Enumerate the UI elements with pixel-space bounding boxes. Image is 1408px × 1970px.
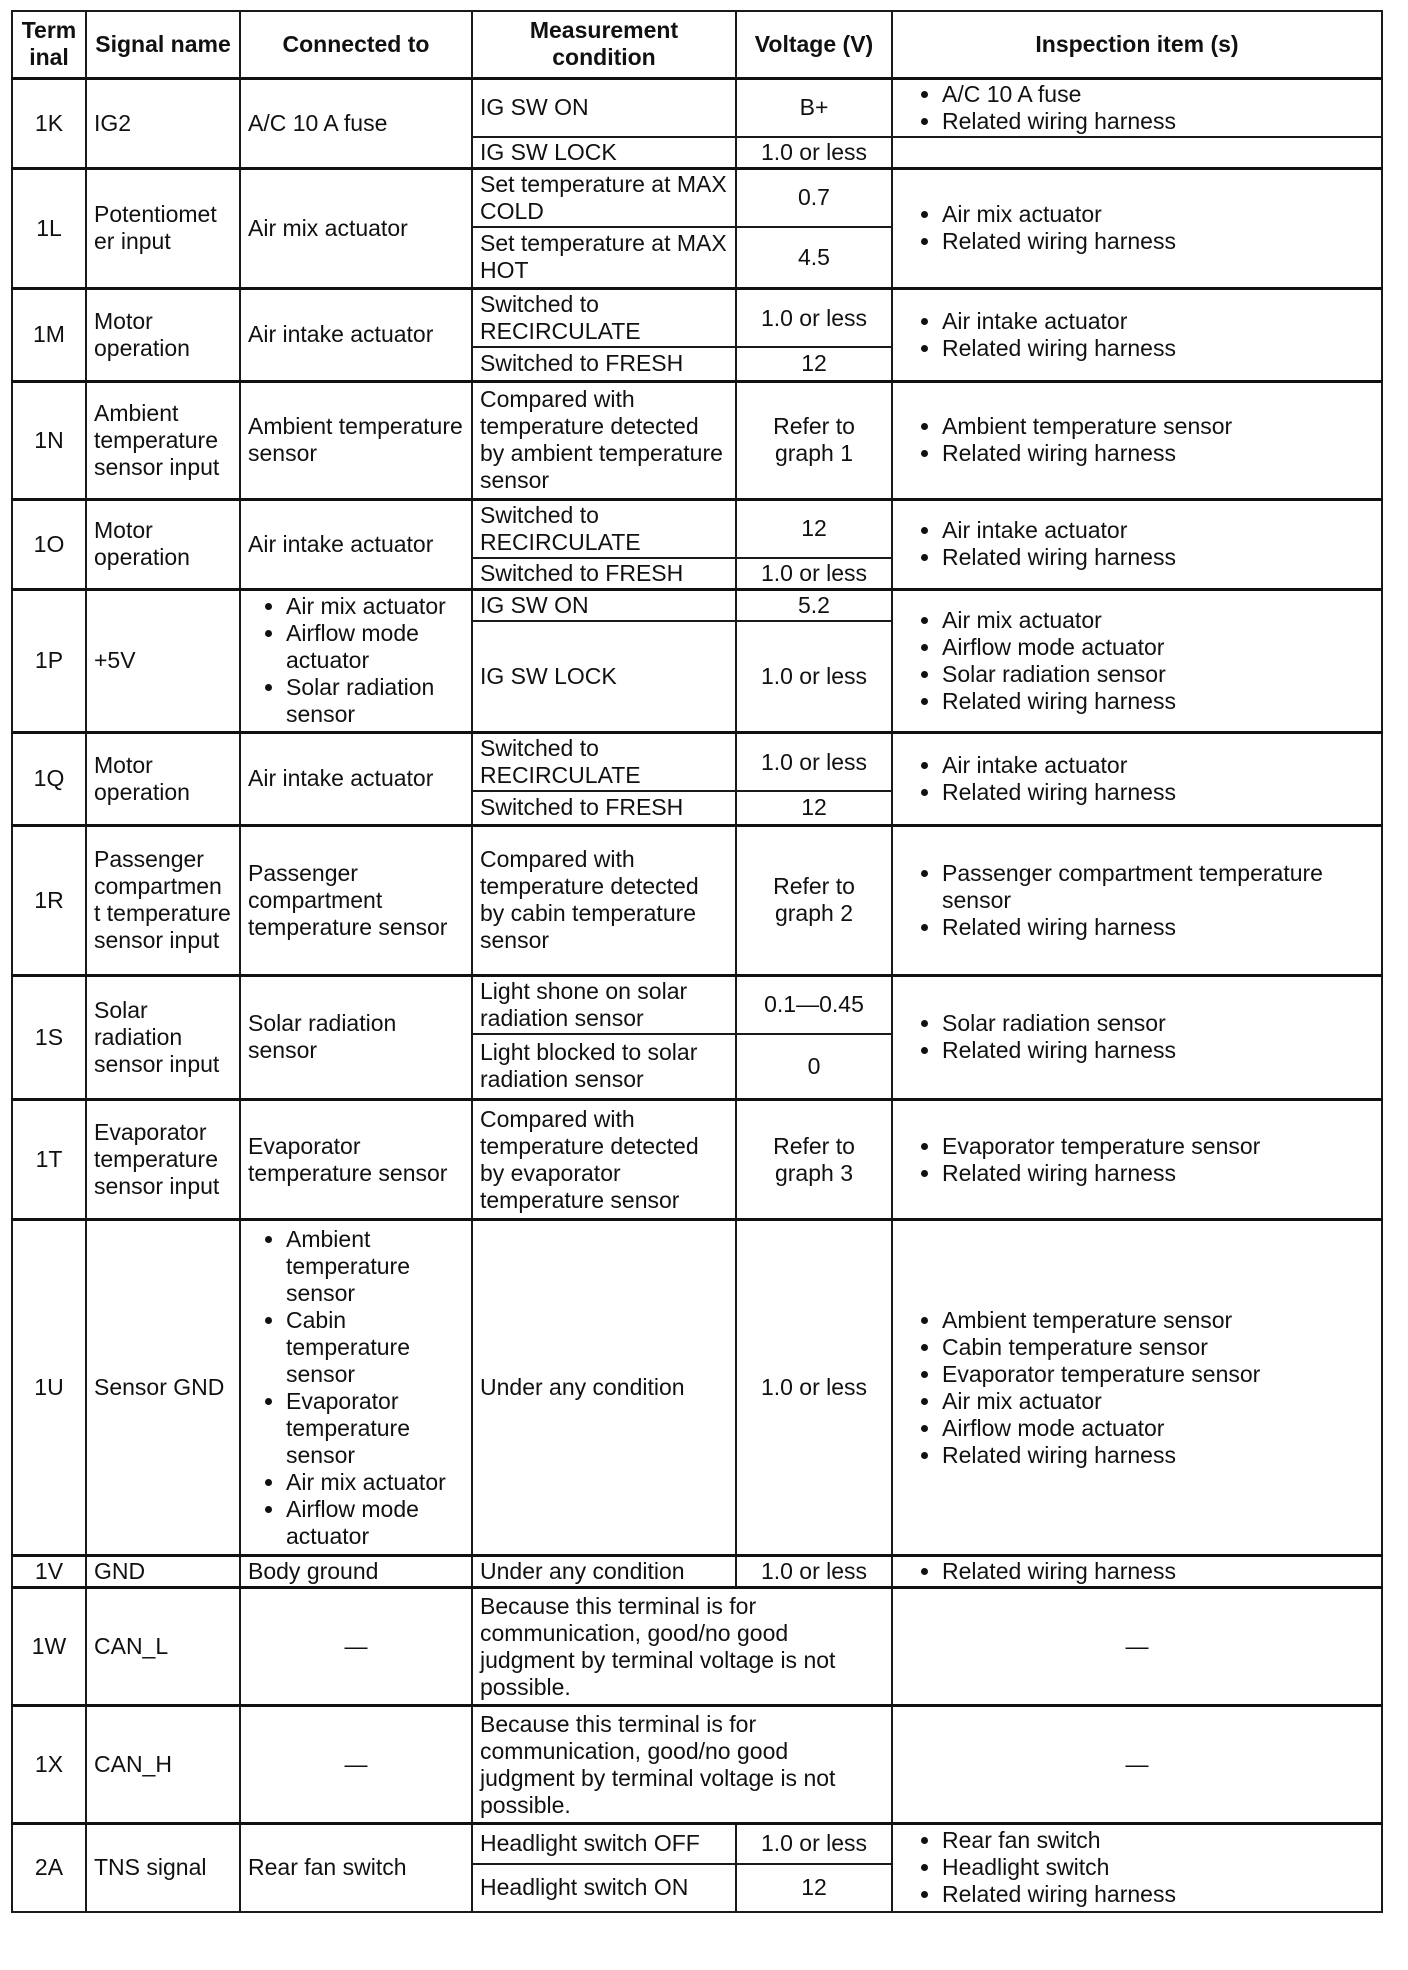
inspection-list <box>900 308 1374 362</box>
measurement-condition-cell: Switched to RECIRCULATE <box>472 499 736 558</box>
connected-to-cell <box>240 589 472 733</box>
table-row <box>12 1706 1382 1824</box>
inspection-item: • Airflow mode actuator <box>942 1415 1374 1442</box>
table-row <box>12 168 1382 227</box>
voltage-cell: 1.0 or less <box>736 621 892 733</box>
header-inspection-items: Inspection item (s) <box>892 11 1382 78</box>
terminal-cell: 1V <box>12 1556 86 1588</box>
inspection-item: • Related wiring harness <box>942 440 1374 467</box>
inspection-item: • Related wiring harness <box>942 1442 1374 1469</box>
terminal-cell: 1R <box>12 825 86 975</box>
connected-to-cell: Rear fan switch <box>240 1824 472 1912</box>
inspection-items-cell <box>892 78 1382 137</box>
connected-to-item: • Air mix actuator <box>286 593 464 620</box>
connected-to-list <box>248 1226 464 1550</box>
inspection-list <box>900 1827 1374 1908</box>
terminal-inspection-table-container <box>11 10 1381 1913</box>
measurement-condition-cell: Light blocked to solar radiation sensor <box>472 1034 736 1100</box>
connected-to-item: • Ambient temperature sensor <box>286 1226 464 1307</box>
inspection-item: • Solar radiation sensor <box>942 661 1374 688</box>
inspection-items-cell <box>892 825 1382 975</box>
measurement-condition-cell: IG SW LOCK <box>472 621 736 733</box>
signal-name-cell: +5V <box>86 589 240 733</box>
measurement-condition-cell: Switched to RECIRCULATE <box>472 289 736 348</box>
voltage-cell: B+ <box>736 78 892 137</box>
voltage-cell: 0.1—0.45 <box>736 975 892 1034</box>
signal-name-cell: Motor operation <box>86 499 240 589</box>
inspection-items-cell: — <box>892 1588 1382 1706</box>
inspection-item: • Evaporator temperature sensor <box>942 1361 1374 1388</box>
signal-name-cell: Sensor GND <box>86 1220 240 1556</box>
connected-to-cell: Air intake actuator <box>240 733 472 826</box>
table-row <box>12 499 1382 558</box>
header-voltage: Voltage (V) <box>736 11 892 78</box>
connected-to-item: • Evaporator temperature sensor <box>286 1388 464 1469</box>
measurement-condition-cell: IG SW ON <box>472 589 736 621</box>
terminal-cell: 1Q <box>12 733 86 826</box>
inspection-list <box>900 860 1374 941</box>
inspection-item: • Airflow mode actuator <box>942 634 1374 661</box>
voltage-cell: 1.0 or less <box>736 1824 892 1864</box>
signal-name-cell: GND <box>86 1556 240 1588</box>
table-row <box>12 1100 1382 1220</box>
voltage-cell: Refer to graph 2 <box>736 825 892 975</box>
measurement-condition-cell: Switched to FRESH <box>472 558 736 590</box>
signal-name-cell: CAN_L <box>86 1588 240 1706</box>
connected-to-cell <box>240 1220 472 1556</box>
inspection-item: • Air intake actuator <box>942 517 1374 544</box>
measurement-condition-cell: Compared with temperature detected by cabin temperature sensor <box>472 825 736 975</box>
inspection-item: • Passenger compartment temperature sensor <box>942 860 1374 914</box>
voltage-cell: Refer to graph 3 <box>736 1100 892 1220</box>
table-row <box>12 825 1382 975</box>
terminal-cell: 1T <box>12 1100 86 1220</box>
inspection-item: • Related wiring harness <box>942 335 1374 362</box>
terminal-cell: 1M <box>12 289 86 382</box>
terminal-cell: 1S <box>12 975 86 1100</box>
inspection-item: • Related wiring harness <box>942 779 1374 806</box>
signal-name-cell: Solar radiation sensor input <box>86 975 240 1100</box>
voltage-cell: 0 <box>736 1034 892 1100</box>
voltage-cell: 1.0 or less <box>736 289 892 348</box>
connected-to-item: • Airflow mode actuator <box>286 620 464 674</box>
inspection-item: • Rear fan switch <box>942 1827 1374 1854</box>
signal-name-cell: IG2 <box>86 78 240 168</box>
inspection-item: • Related wiring harness <box>942 544 1374 571</box>
voltage-cell: 12 <box>736 791 892 825</box>
connected-to-cell: Air mix actuator <box>240 168 472 289</box>
terminal-cell: 1K <box>12 78 86 168</box>
voltage-cell: 5.2 <box>736 589 892 621</box>
table-row <box>12 1824 1382 1864</box>
voltage-cell: 1.0 or less <box>736 1556 892 1588</box>
header-signal-name: Signal name <box>86 11 240 78</box>
inspection-items-cell <box>892 137 1382 169</box>
connected-to-cell: Body ground <box>240 1556 472 1588</box>
connected-to-cell: — <box>240 1706 472 1824</box>
inspection-item: • Related wiring harness <box>942 914 1374 941</box>
measurement-condition-cell: Under any condition <box>472 1556 736 1588</box>
inspection-list <box>900 1558 1374 1585</box>
measurement-condition-cell: Compared with temperature detected by evaporator temperature sensor <box>472 1100 736 1220</box>
inspection-item: • Ambient temperature sensor <box>942 1307 1374 1334</box>
connected-to-cell: Ambient temperature sensor <box>240 381 472 499</box>
table-row <box>12 78 1382 137</box>
connected-to-list <box>248 593 464 728</box>
measurement-condition-cell: Switched to FRESH <box>472 791 736 825</box>
terminal-cell: 1X <box>12 1706 86 1824</box>
connected-to-cell: Air intake actuator <box>240 289 472 382</box>
table-row <box>12 1220 1382 1556</box>
voltage-cell: 12 <box>736 1864 892 1912</box>
inspection-items-cell <box>892 1556 1382 1588</box>
table-row <box>12 381 1382 499</box>
signal-name-cell: TNS signal <box>86 1824 240 1912</box>
inspection-item: • Related wiring harness <box>942 1881 1374 1908</box>
terminal-cell: 2A <box>12 1824 86 1912</box>
table-row <box>12 1556 1382 1588</box>
inspection-item: • Related wiring harness <box>942 228 1374 255</box>
table-row <box>12 289 1382 348</box>
inspection-list <box>900 752 1374 806</box>
signal-name-cell: CAN_H <box>86 1706 240 1824</box>
inspection-items-cell <box>892 1220 1382 1556</box>
terminal-cell: 1L <box>12 168 86 289</box>
measurement-condition-cell: Because this terminal is for communication, good/no good judgment by terminal voltage is not possible. <box>472 1588 892 1706</box>
signal-name-cell: Ambient temperature sensor input <box>86 381 240 499</box>
header-row <box>12 11 1382 78</box>
inspection-items-cell: — <box>892 1706 1382 1824</box>
terminal-cell: 1N <box>12 381 86 499</box>
inspection-items-cell <box>892 168 1382 289</box>
measurement-condition-cell: Under any condition <box>472 1220 736 1556</box>
measurement-condition-cell: Headlight switch ON <box>472 1864 736 1912</box>
voltage-cell: 4.5 <box>736 227 892 289</box>
signal-name-cell: Passenger compartmen t temperature sensor input <box>86 825 240 975</box>
header-terminal: Term inal <box>12 11 86 78</box>
table-row <box>12 589 1382 621</box>
voltage-cell: 1.0 or less <box>736 137 892 169</box>
inspection-item: • Air mix actuator <box>942 607 1374 634</box>
measurement-condition-cell: Light shone on solar radiation sensor <box>472 975 736 1034</box>
header-connected-to: Connected to <box>240 11 472 78</box>
measurement-condition-cell: Set temperature at MAX HOT <box>472 227 736 289</box>
measurement-condition-cell: IG SW ON <box>472 78 736 137</box>
connected-to-cell: A/C 10 A fuse <box>240 78 472 168</box>
voltage-cell: 12 <box>736 499 892 558</box>
signal-name-cell: Motor operation <box>86 289 240 382</box>
measurement-condition-cell: Switched to FRESH <box>472 347 736 381</box>
inspection-list <box>900 81 1374 135</box>
terminal-cell: 1O <box>12 499 86 589</box>
inspection-item: • Related wiring harness <box>942 1558 1374 1585</box>
inspection-item: • Air mix actuator <box>942 201 1374 228</box>
voltage-cell: Refer to graph 1 <box>736 381 892 499</box>
inspection-list <box>900 1307 1374 1469</box>
connected-to-cell: Passenger compartment temperature sensor <box>240 825 472 975</box>
inspection-items-cell <box>892 381 1382 499</box>
terminal-cell: 1P <box>12 589 86 733</box>
inspection-item: • Related wiring harness <box>942 1160 1374 1187</box>
table-row <box>12 1588 1382 1706</box>
inspection-list <box>900 1010 1374 1064</box>
inspection-items-cell <box>892 975 1382 1100</box>
inspection-item: • Related wiring harness <box>942 108 1374 135</box>
measurement-condition-cell: IG SW LOCK <box>472 137 736 169</box>
inspection-item: • Solar radiation sensor <box>942 1010 1374 1037</box>
table-row <box>12 975 1382 1034</box>
inspection-list <box>900 517 1374 571</box>
measurement-condition-cell: Headlight switch OFF <box>472 1824 736 1864</box>
inspection-items-cell <box>892 1100 1382 1220</box>
inspection-item: • Air intake actuator <box>942 308 1374 335</box>
inspection-items-cell <box>892 499 1382 589</box>
inspection-items-cell <box>892 733 1382 826</box>
voltage-cell: 1.0 or less <box>736 1220 892 1556</box>
table-body <box>12 78 1382 1912</box>
inspection-items-cell <box>892 1824 1382 1912</box>
connected-to-cell: — <box>240 1588 472 1706</box>
voltage-cell: 0.7 <box>736 168 892 227</box>
inspection-list <box>900 413 1374 467</box>
inspection-item: • A/C 10 A fuse <box>942 81 1374 108</box>
inspection-item: • Evaporator temperature sensor <box>942 1133 1374 1160</box>
inspection-items-cell <box>892 289 1382 382</box>
connected-to-cell: Air intake actuator <box>240 499 472 589</box>
inspection-item: • Air intake actuator <box>942 752 1374 779</box>
measurement-condition-cell: Set temperature at MAX COLD <box>472 168 736 227</box>
inspection-list <box>900 1133 1374 1187</box>
voltage-cell: 1.0 or less <box>736 733 892 792</box>
header-measurement-condition: Measurement condition <box>472 11 736 78</box>
voltage-cell: 1.0 or less <box>736 558 892 590</box>
signal-name-cell: Potentiomet er input <box>86 168 240 289</box>
signal-name-cell: Motor operation <box>86 733 240 826</box>
connected-to-cell: Evaporator temperature sensor <box>240 1100 472 1220</box>
voltage-cell: 12 <box>736 347 892 381</box>
inspection-list <box>900 201 1374 255</box>
inspection-item: • Ambient temperature sensor <box>942 413 1374 440</box>
terminal-inspection-table <box>11 10 1383 1913</box>
connected-to-item: • Solar radiation sensor <box>286 674 464 728</box>
measurement-condition-cell: Because this terminal is for communication, good/no good judgment by terminal voltage is not possible. <box>472 1706 892 1824</box>
terminal-cell: 1U <box>12 1220 86 1556</box>
measurement-condition-cell: Switched to RECIRCULATE <box>472 733 736 792</box>
inspection-items-cell <box>892 589 1382 733</box>
connected-to-item: • Airflow mode actuator <box>286 1496 464 1550</box>
signal-name-cell: Evaporator temperature sensor input <box>86 1100 240 1220</box>
measurement-condition-cell: Compared with temperature detected by ambient temperature sensor <box>472 381 736 499</box>
inspection-item: • Related wiring harness <box>942 1037 1374 1064</box>
terminal-cell: 1W <box>12 1588 86 1706</box>
inspection-item: • Cabin temperature sensor <box>942 1334 1374 1361</box>
connected-to-item: • Air mix actuator <box>286 1469 464 1496</box>
inspection-item: • Headlight switch <box>942 1854 1374 1881</box>
connected-to-cell: Solar radiation sensor <box>240 975 472 1100</box>
table-row <box>12 733 1382 792</box>
inspection-item: • Air mix actuator <box>942 1388 1374 1415</box>
connected-to-item: • Cabin temperature sensor <box>286 1307 464 1388</box>
inspection-item: • Related wiring harness <box>942 688 1374 715</box>
inspection-list <box>900 607 1374 715</box>
